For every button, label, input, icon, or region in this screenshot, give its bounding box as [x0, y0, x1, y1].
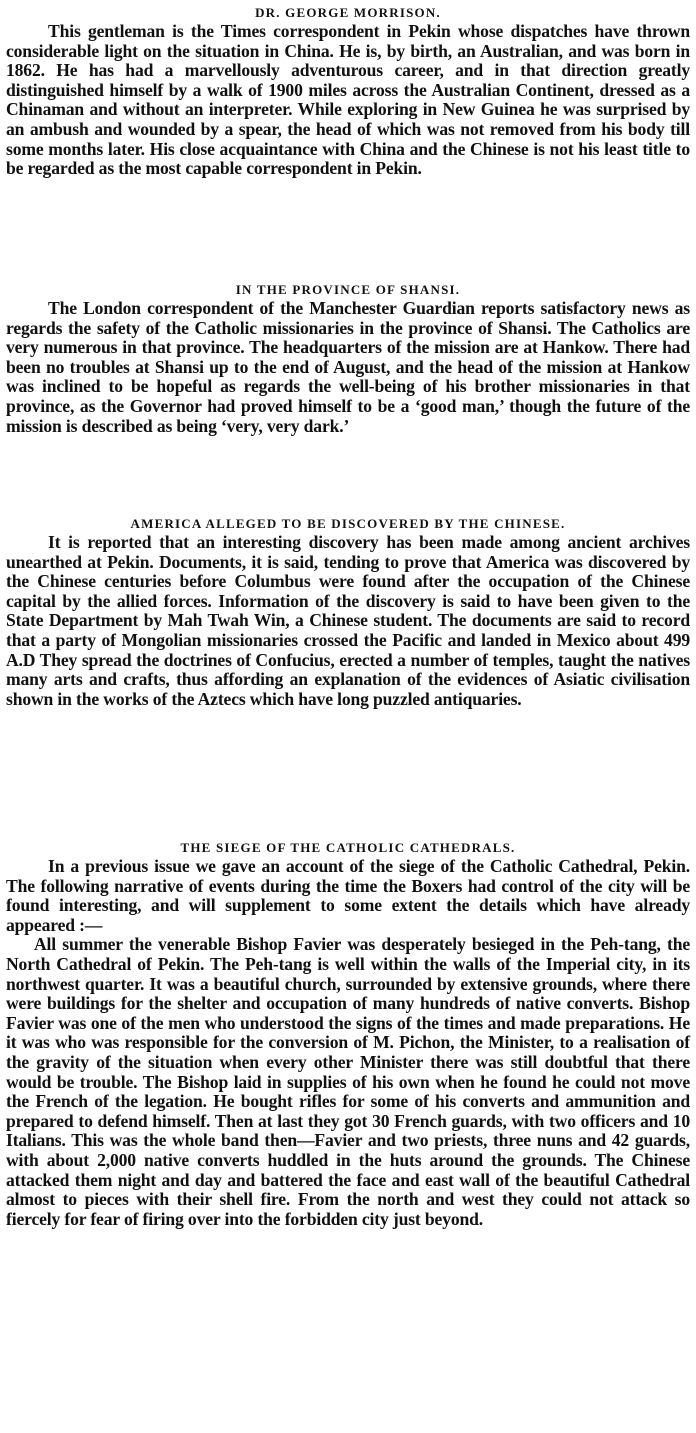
- article-heading: DR. GEORGE MORRISON.: [255, 5, 441, 20]
- article-heading: AMERICA ALLEGED TO BE DISCOVERED BY THE CHINESE.: [130, 516, 566, 531]
- article-paragraph: All summer the venerable Bishop Favier was desperately besieged in the Peh-tang, the North Cathedral of Pekin. The Peh-tang is well within the walls of the Imperial city, in its northwest quarter. It was a beautiful church, surrounded by extensive grounds, where there were buildings for the shelter and occupation of many hundreds of native converts. Bishop Favier was one of the men who understood the signs of the times and made preparations. He it was who was responsible for the conversion of M. Pichon, the Minister, to a realisation of the gravity of the situation when every other Minister there was still doubtful that there would be trouble. The Bishop laid in supplies of his own when he found he could not move the French of the legation. He bought rifles for some of his converts and ammunition and prepared to defend himself. Then at last they got 30 French guards, with two officers and 10 Italians. This was the whole band then—Favier and two priests, three nuns and 42 guards, with about 2,000 native converts huddled in the huts around the grounds. The Chinese attacked them night and day and battered the face and east wall of the beautiful Cathedral almost to pieces with their shell fire. From the north and west they could not attack so fiercely for fear of firing over into the forbidden city just beyond.: [6, 934, 690, 1229]
- article-heading: IN THE PROVINCE OF SHANSI.: [235, 282, 461, 297]
- article-siege-of-cathedrals: [6, 839, 690, 1229]
- article-america-discovered: [6, 515, 690, 709]
- article-paragraph: This gentleman is the Times correspondent in Pekin whose dispatches have thrown considerable light on the situation in China. He is, by birth, an Australian, and was born in 1862. He has had a marvellously adventurous career, and in that direction greatly distinguished himself by a walk of 1900 miles across the Australian Continent, dressed as a Chinaman and without an interpreter. While exploring in New Guinea he was surprised by an ambush and wounded by a spear, the head of which was not removed from his body till some months later. His close acquaintance with China and the Chinese is not his least title to be regarded as the most capable correspondent in Pekin.: [6, 21, 690, 179]
- article-george-morrison: [6, 4, 690, 179]
- article-province-of-shansi: [6, 281, 690, 436]
- article-paragraph: The London correspondent of the Manchester Guardian reports satisfactory news as regards the safety of the Catholic missionaries in the province of Shansi. The Catholics are very numerous in that province. The headquarters of the mission are at Hankow. There had been no troubles at Shansi up to the end of August, and the head of the mission at Hankow was inclined to be hopeful as regards the well-being of his brother missionaries in that province, as the Governor had proved himself to be a ‘good man,’ though the future of the mission is described as being ‘very, very dark.’: [6, 298, 690, 436]
- article-heading: THE SIEGE OF THE CATHOLIC CATHEDRALS.: [180, 840, 516, 855]
- article-paragraph: It is reported that an interesting discovery has been made among ancient archives unearthed at Pekin. Documents, it is said, tending to prove that America was discovered by the Chinese centuries before Columbus were found after the occupation of the Chinese capital by the allied forces. Information of the discovery is said to have been given to the State Department by Mah Twah Win, a Chinese student. The documents are said to record that a party of Mongolian missionaries crossed the Pacific and landed in Mexico about 499 A.D They spread the doctrines of Confucius, erected a number of temples, taught the natives many arts and crafts, thus affording an explanation of the evidences of Asiatic civilisation shown in the works of the Aztecs which have long puzzled antiquaries.: [6, 532, 690, 709]
- article-paragraph: In a previous issue we gave an account of the siege of the Catholic Cathedral, Pekin. The following narrative of events during the time the Boxers had control of the city will be found interesting, and will supplement to some extent the details which have already appeared :—: [6, 856, 690, 935]
